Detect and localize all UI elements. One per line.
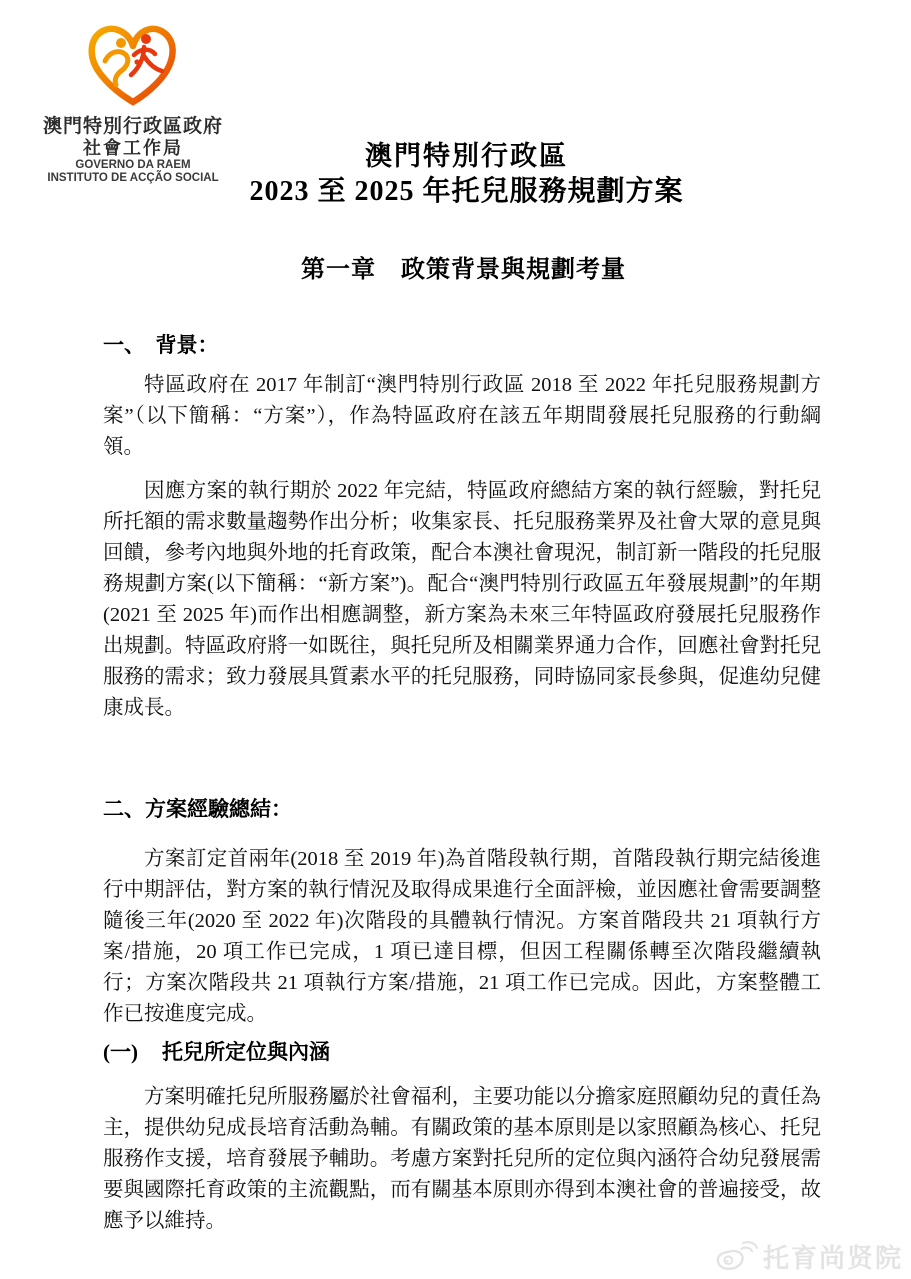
watermark-text: 托育尚贤院 xyxy=(762,1244,903,1273)
org-name-pt-line1: GOVERNO DA RAEM xyxy=(75,159,191,171)
org-name-pt-line2: INSTITUTO DE ACÇÃO SOCIAL xyxy=(47,172,219,184)
section1-paragraph1: 特區政府在 2017 年制訂“澳門特別行政區 2018 至 2022 年托兒服務規劃方案”（以下簡稱：“方案”），作為特區政府在該五年期間發展托兒服務的行動綱領。 xyxy=(103,374,821,458)
section2-sub1-title: 托兒所定位與內涵 xyxy=(162,1040,330,1064)
section2-sub1-paragraph1: 方案明確托兒所服務屬於社會福利，主要功能以分擔家庭照顧幼兒的責任為主，提供幼兒成長培育活動為輔。有關政策的基本原則是以家照顧為核心、托兒服務作支援，培育發展予輔助。考慮方案對托兒所的定位與內涵符合幼兒發展需要與國際托育政策的主流觀點，而有關基本原則亦得到本澳社會的普遍接受，故應予以維持。 xyxy=(103,1086,821,1232)
section1-paragraph2: 因應方案的執行期於 2022 年完結，特區政府總結方案的執行經驗，對托兒所托額的需求數量趨勢作出分析；收集家長、托兒服務業界及社會大眾的意見與回饋，參考內地與外地的托育政策，配合本澳社會現況，制訂新一階段的托兒服務規劃方案(以下簡稱：“新方案”)。配合“澳門特別行政區五年發展規劃”的年期(2021 至 2025 年)而作出相應調整，新方案為未來三年特區政府發展托兒服務作出規劃。特區政府將一如既往，與托兒所及相關業界通力合作，回應社會對托兒服務的需求；致力發展具質素水平的托兒服務，同時協同家長參與，促進幼兒健康成長。 xyxy=(103,480,821,719)
document-title xyxy=(11,138,911,210)
section2-paragraph1: 方案訂定首兩年(2018 至 2019 年)為首階段執行期，首階段執行期完結後進行中期評估，對方案的執行情況及取得成果進行全面評檢，並因應社會需要調整隨後三年(2020 至 2022 年)次階段的具體執行情況。方案首階段共 21 項執行方案/措施，20 項工作已完成，1 項已達目標，但因工程關係轉至次階段繼續執行；方案次階段共 21 項執行方案/措施，21 項工作已完成。因此，方案整體工作已按進度完成。 xyxy=(103,848,821,1025)
section1-heading: 一、 背景： xyxy=(103,333,219,357)
org-name-zh-line2: 社會工作局 xyxy=(83,138,183,158)
watermark xyxy=(716,1238,903,1275)
document-title-line2: 2023 至 2025 年托兒服務規劃方案 xyxy=(249,176,684,207)
section2-heading: 二、方案經驗總結： xyxy=(103,797,292,821)
document-body xyxy=(103,330,821,1237)
weibo-icon xyxy=(716,1240,758,1274)
heart-children-logo-icon xyxy=(85,20,181,110)
org-name-zh-line1: 澳門特別行政區政府 xyxy=(42,116,223,137)
section2-sub1-number: (一) xyxy=(103,1040,138,1064)
document-title-line1: 澳門特別行政區 xyxy=(365,141,568,171)
chapter-heading: 第一章 政策背景與規劃考量 xyxy=(301,257,626,283)
section2-sub1-heading xyxy=(103,1037,821,1068)
